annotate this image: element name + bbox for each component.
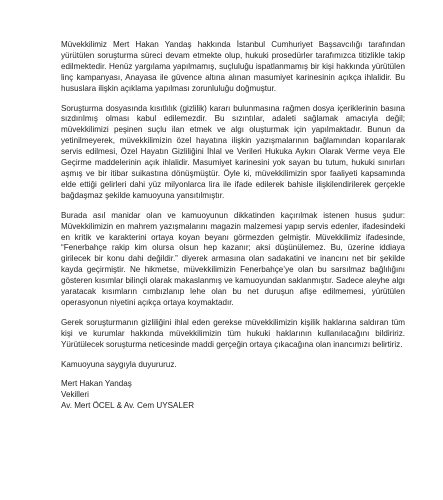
paragraph-investigation-status: Müvekkilimiz Mert Hakan Yandaş hakkında İstanbul Cumhuriyet Başsavcılığı tarafından yürütülen soruşturma süreci devam etmekte olup, hukuki prosedürler tarafımızca titizlikle takip edilmektedir. Henüz yargılama yapılmamış, suçluluğu ispatlanmamış bir kişi hakkında yürütülen linç kampanyası, Anayasa ile güvence altına alınan masumiyet karinesinin açıkça ihlalidir. Bu hususlara ilişkin açıklama yapılması zorunluluğu doğmuştur. bbox=[61, 40, 405, 93]
signature-lawyers: Av. Mert ÖCEL & Av. Cem UYSALER bbox=[61, 401, 195, 411]
signature-role: Vekilleri bbox=[61, 390, 89, 400]
closing-line: Kamuoyuna saygıyla duyururuz. bbox=[61, 359, 177, 369]
paragraph-confidentiality-leak: Soruşturma dosyasında kısıtlılık (gizlilik) kararı bulunmasına rağmen dosya içeriklerinin basına sızdırılmış olması kabul edilemezdir. Bu sızıntılar, adaleti sağlamak amacıyla değil; müvekkilimizi peşinen suçlu ilan etmek ve algı oluşturmak için yapılmaktadır. Bunun da yetinilmeyerek, müvekkilimizin özel hayatına ilişkin yazışmalarının bağlamından koparılarak servis edilmesi, Özel Hayatın Gizliliğini İhlal ve Verileri Hukuka Aykırı Olarak Verme veya Ele Geçirme maddelerinin açık ihlalidir. Masumiyet karinesini yok sayan bu tutum, hukuki sınırları aşmış ve bir itibar suikastına dönüşmüştür. Öyle ki, müvekkilimizin spor faaliyeti kapsamında elde ettiği gelirleri dahi yüz milyonlarca lira ile ifade edilerek bahisle ilişkilendirilerek gerçekle bağdaşmaz şekilde kamuoyuna yansıtılmıştır. bbox=[61, 103, 405, 200]
paragraph-testimony-omitted: Burada asıl manidar olan ve kamuoyunun dikkatinden kaçırılmak istenen husus şudur: Müvekkilimizin en mahrem yazışmalarını magazin malzemesi yapıp servis edenler, ifadesindeki en kritik ve karakterini ortaya koyan beyanı görmezden gelmiştir. Müvekkilimiz ifadesinde, “Fenerbahçe rakip kim olursa olsun hep kazanır; aksi düşünülemez. Bu, üzerine iddiaya girilecek bir konu dahi değildir.” diyerek armasına olan sadakatini ve inancını net bir şekilde kayda geçirmiştir. Ne hikmetse, müvekkilimizin Fenerbahçe’ye olan bu sarsılmaz bağlılığını gösteren kısımlar bilinçli olarak makaslanmış ve kamuoyundan saklanmıştır. Sadece aleyhe algı yaratacak kısımların cımbızlanıp lehe olan bu net duruşun afişe edilmemesi, yürütülen operasyonun niyetini açıkça ortaya koymaktadır. bbox=[61, 210, 405, 307]
signature-block bbox=[61, 379, 405, 412]
signature-name: Mert Hakan Yandaş bbox=[61, 379, 132, 389]
paragraph-legal-rights: Gerek soruşturmanın gizliliğini ihlal eden gerekse müvekkilimizin kişilik haklarına saldıran tüm kişi ve kurumlar hakkında müvekkilimizin tüm hukuki haklarının kullanılacağını bildiririz. Yürütülecek soruşturma neticesinde maddi gerçeğin ortaya çıkacağına olan inancımızı belirtiriz. bbox=[61, 317, 405, 349]
